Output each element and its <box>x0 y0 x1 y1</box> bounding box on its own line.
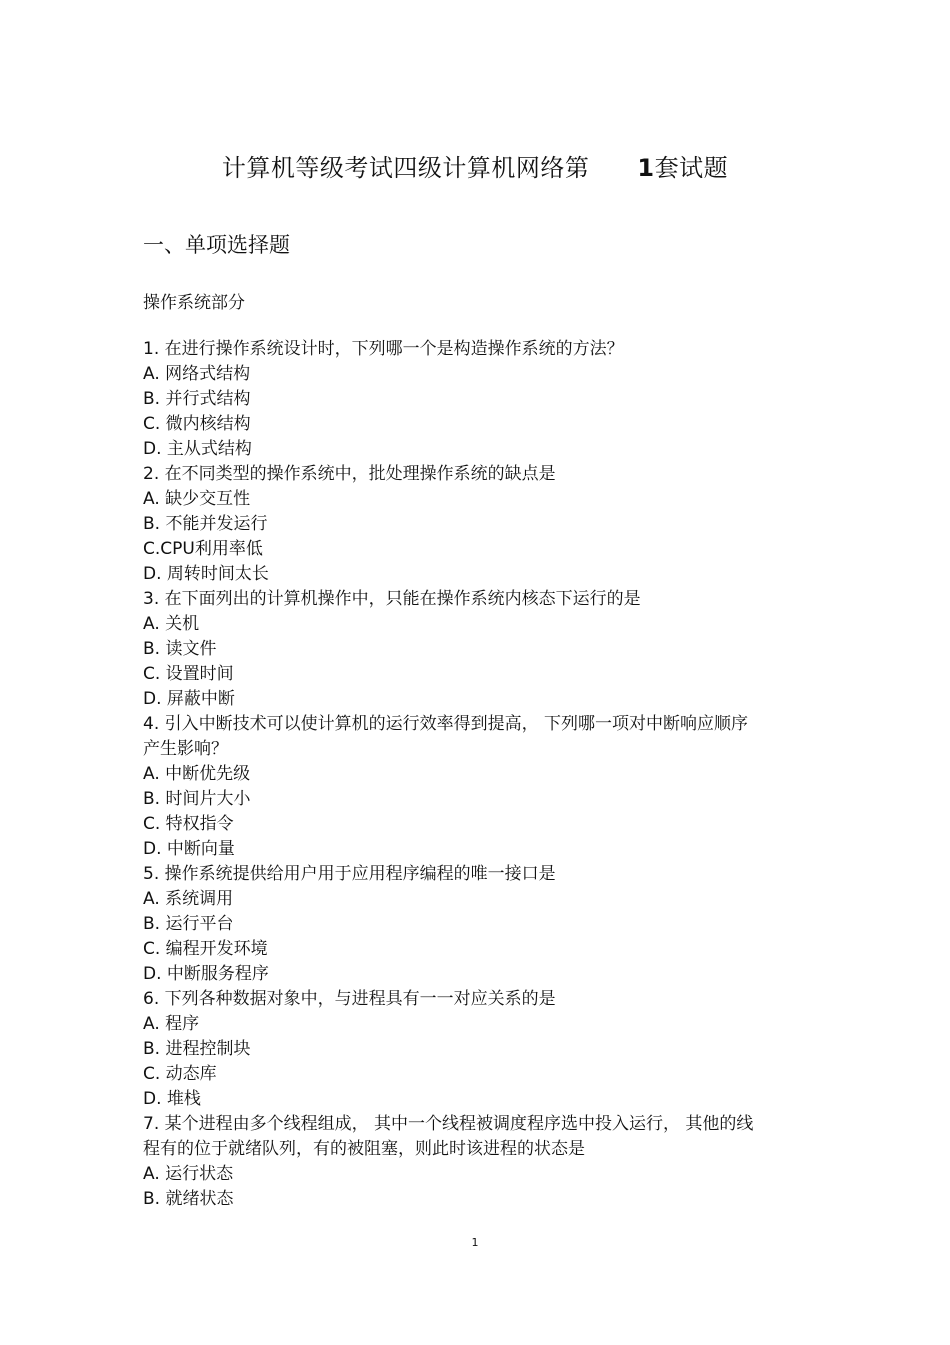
question-line: B. 不能并发运行 <box>143 514 268 534</box>
question-line: C. 微内核结构 <box>143 414 251 434</box>
section-heading: 一、单项选择题 <box>143 233 290 257</box>
question-line: 3. 在下面列出的计算机操作中，只能在操作系统内核态下运行的是 <box>143 589 641 609</box>
question-line: 6. 下列各种数据对象中，与进程具有一一对应关系的是 <box>143 989 556 1009</box>
question-line: D. 主从式结构 <box>143 439 252 459</box>
question-line: C. 编程开发环境 <box>143 939 268 959</box>
question-line: 产生影响？ <box>143 739 228 759</box>
page-number: 1 <box>471 1236 479 1249</box>
question-line: A. 运行状态 <box>143 1164 234 1184</box>
question-list <box>143 337 808 1212</box>
document-title <box>0 150 950 186</box>
question-line: 1. 在进行操作系统设计时，下列哪一个是构造操作系统的方法？ <box>143 339 624 359</box>
question-line: B. 并行式结构 <box>143 389 251 409</box>
question-line: B. 读文件 <box>143 639 217 659</box>
question-line: A. 网络式结构 <box>143 364 251 384</box>
question-line: C.CPU利用率低 <box>143 539 263 559</box>
question-line: D. 中断服务程序 <box>143 964 269 984</box>
question-line: D. 周转时间太长 <box>143 564 269 584</box>
question-line: D. 中断向量 <box>143 839 235 859</box>
subsection-heading: 操作系统部分 <box>143 293 245 313</box>
title-suffix: 套试题 <box>654 154 729 182</box>
title-number: 1 <box>637 154 655 182</box>
question-line: B. 进程控制块 <box>143 1039 251 1059</box>
question-line: 4. 引入中断技术可以使计算机的运行效率得到提高， 下列哪一项对中断响应顺序 <box>143 714 749 734</box>
question-line: A. 缺少交互性 <box>143 489 251 509</box>
question-line: D. 堆栈 <box>143 1089 201 1109</box>
title-text: 计算机等级考试四级计算机网络第 <box>221 154 590 182</box>
question-line: 程有的位于就绪队列，有的被阻塞，则此时该进程的状态是 <box>143 1139 585 1159</box>
question-line: 7. 某个进程由多个线程组成， 其中一个线程被调度程序选中投入运行， 其他的线 <box>143 1114 754 1134</box>
question-line: B. 就绪状态 <box>143 1189 234 1209</box>
question-line: B. 时间片大小 <box>143 789 251 809</box>
question-line: B. 运行平台 <box>143 914 234 934</box>
question-line: A. 程序 <box>143 1014 200 1034</box>
question-line: 5. 操作系统提供给用户用于应用程序编程的唯一接口是 <box>143 864 556 884</box>
question-line: C. 特权指令 <box>143 814 234 834</box>
question-line: A. 中断优先级 <box>143 764 251 784</box>
question-line: C. 动态库 <box>143 1064 217 1084</box>
question-line: A. 系统调用 <box>143 889 234 909</box>
question-line: 2. 在不同类型的操作系统中，批处理操作系统的缺点是 <box>143 464 556 484</box>
question-line: C. 设置时间 <box>143 664 234 684</box>
question-line: D. 屏蔽中断 <box>143 689 235 709</box>
question-line: A. 关机 <box>143 614 200 634</box>
